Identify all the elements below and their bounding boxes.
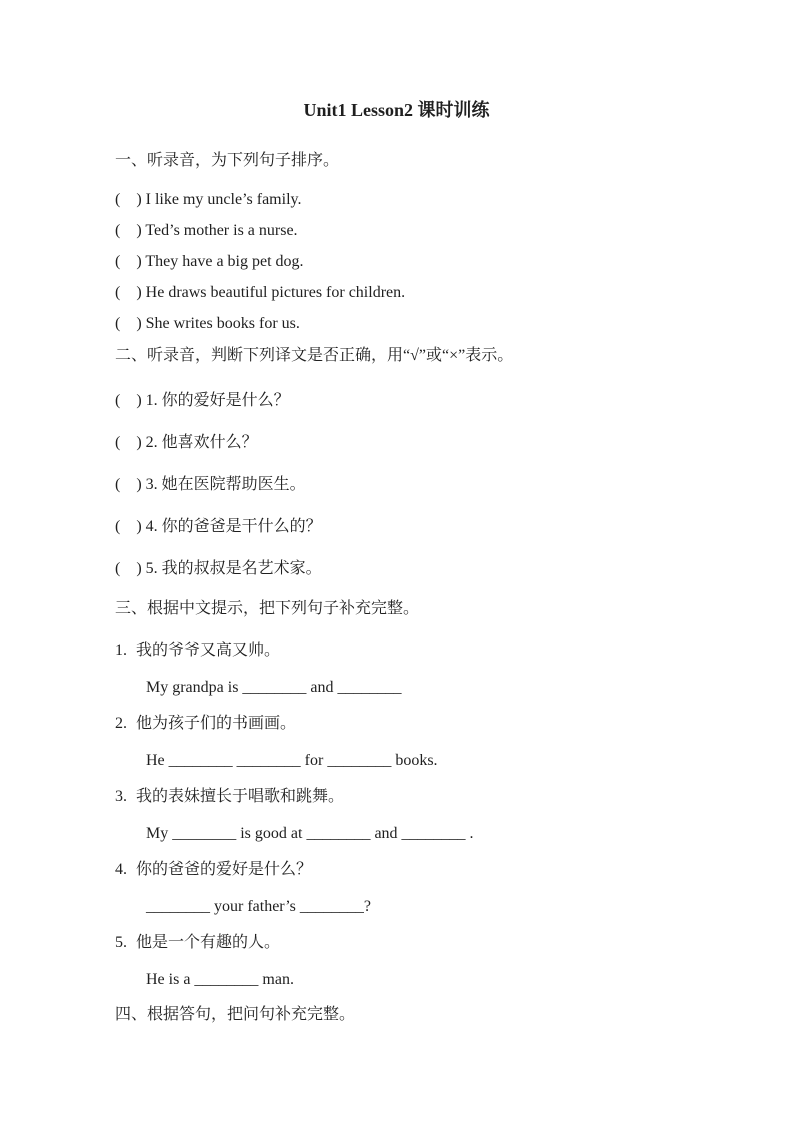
section-1-heading: 一、听录音，为下列句子排序。 [115, 152, 340, 169]
fill-item-english: My ________ is good at ________ and ________ . [146, 825, 474, 842]
page-title: Unit1 Lesson2 课时训练 [303, 100, 490, 120]
fill-item-chinese [115, 713, 703, 734]
fill-item-chinese [115, 640, 703, 661]
fill-item-english: He ________ ________ for ________ books. [146, 752, 438, 769]
fill-item-number: 5. [115, 934, 127, 951]
fill-item-chinese [115, 932, 703, 953]
listening-order-item: ( ) He draws beautiful pictures for children. [115, 284, 406, 301]
fill-item-number: 1. [115, 642, 127, 659]
judge-item: ( ) 4. 你的爸爸是干什么的？ [115, 518, 322, 535]
listening-order-item: ( ) She writes books for us. [115, 315, 300, 332]
judge-item: ( ) 5. 我的叔叔是名艺术家。 [115, 560, 322, 577]
judge-item: ( ) 2. 他喜欢什么？ [115, 434, 258, 451]
judge-item: ( ) 3. 她在医院帮助医生。 [115, 476, 306, 493]
section-3-heading: 三、根据中文提示，把下列句子补充完整。 [115, 600, 420, 617]
section-4-heading: 四、根据答句，把问句补充完整。 [115, 1006, 356, 1023]
listening-order-item: ( ) They have a big pet dog. [115, 253, 304, 270]
worksheet-content [115, 150, 703, 1025]
fill-item-chinese [115, 786, 703, 807]
fill-item-chinese-text: 我的爷爷又高又帅。 [136, 642, 281, 659]
listening-order-item: ( ) Ted’s mother is a nurse. [115, 222, 298, 239]
listening-order-item: ( ) I like my uncle’s family. [115, 191, 302, 208]
fill-item-number: 3. [115, 788, 127, 805]
fill-item-number: 4. [115, 861, 127, 878]
fill-item-chinese-text: 他为孩子们的书画画。 [136, 715, 297, 732]
fill-item-chinese-text: 他是一个有趣的人。 [136, 934, 281, 951]
fill-item-english: He is a ________ man. [146, 971, 294, 988]
fill-item-english: My grandpa is ________ and ________ [146, 679, 402, 696]
fill-item-chinese [115, 859, 703, 880]
fill-item-chinese-text: 我的表妹擅长于唱歌和跳舞。 [136, 788, 345, 805]
judge-item: ( ) 1. 你的爱好是什么？ [115, 392, 290, 409]
section-2-heading: 二、听录音，判断下列译文是否正确，用“√”或“×”表示。 [115, 347, 514, 364]
fill-item-number: 2. [115, 715, 127, 732]
fill-item-english: ________ your father’s ________? [146, 898, 371, 915]
fill-item-chinese-text: 你的爸爸的爱好是什么？ [136, 861, 313, 878]
